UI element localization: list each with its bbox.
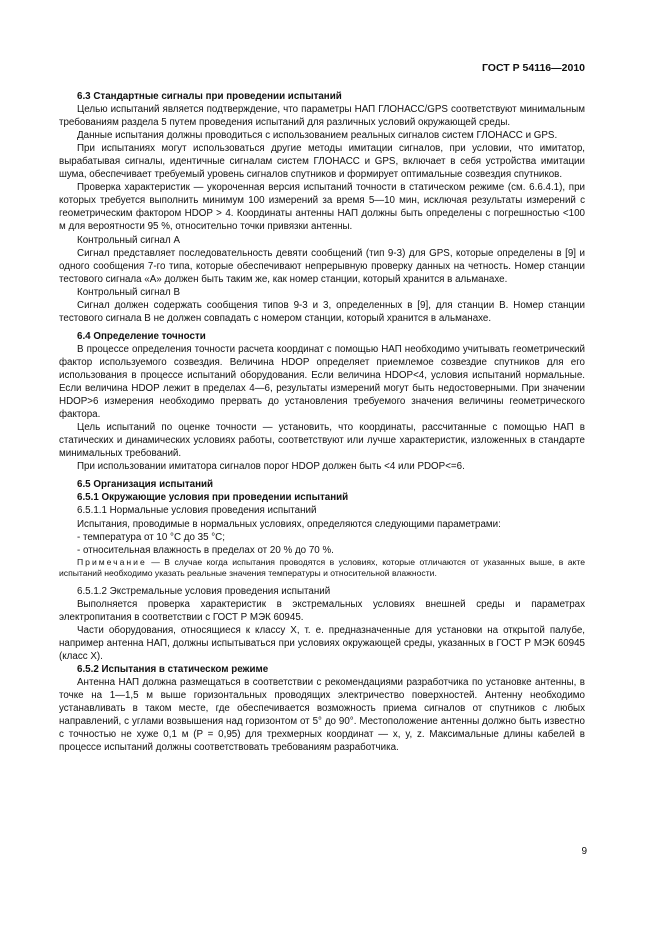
paragraph: Контрольный сигнал А	[77, 234, 180, 246]
section-heading: 6.5 Организация испытаний	[77, 479, 214, 491]
paragraph: 6.5.1.1 Нормальные условия проведения испытаний	[77, 505, 317, 517]
list-item: - температура от 10 °С до 35 °С;	[77, 531, 225, 543]
note-label: Примечание	[77, 556, 147, 567]
section-heading: 6.3 Стандартные сигналы при проведении испытаний	[77, 91, 342, 102]
note	[59, 557, 585, 580]
section-heading: 6.5.2 Испытания в статическом режиме	[77, 664, 269, 676]
paragraph: Сигнал должен содержать сообщения типов 9-3 и 3, определенных в [9], для станции В. Номер станции тестового сигнала В не должен совпадать с номером станции, который хранится в альманахе.	[59, 299, 585, 324]
section-heading: 6.5.1 Окружающие условия при проведении испытаний	[77, 492, 349, 504]
paragraph: Выполняется проверка характеристик в экстремальных условиях внешней среды и параметрах электропитания в соответствии с ГОСТ Р МЭК 60945.	[59, 598, 585, 623]
paragraph: Данные испытания должны проводиться с использованием реальных сигналов систем ГЛОНАСС и GPS.	[77, 130, 558, 142]
paragraph: В процессе определения точности расчета координат с помощью НАП необходимо учитывать геометрический фактор используемого созвездия. Величина HDOP определяет приемлемое созвездие спутников для его использования в процессе испытаний оборудования. Если величина HDOP<4, условия испытаний нормальные. Если величина HDOP лежит в пределах 4—6, результаты измерений могут быть недостоверными. При значении HDOP>6 измерения необходимо прервать до установления требуемого значения величины геометрического фактора.	[59, 343, 585, 421]
paragraph: При испытаниях могут использоваться другие методы имитации сигналов, при условии, что имитатор, вырабатывая сигналы, идентичные сигналам систем ГЛОНАСС и GPS, включает в себя устройства имитации шума, обеспечивает требуемый уровень сигналов спутников и формирует оптимальные созвездия спутников.	[59, 143, 585, 181]
paragraph: Антенна НАП должна размещаться в соответствии с рекомендациями разработчика по установке антенны, в точке на 1—1,5 м выше горизонтальных проводящих электричество поверхностей. Антенну необходимо устанавливать в таком месте, где обеспечивается возможность приема сигналов от спутников с любых направлений, с углами возвышения над горизонтом от 5° до 90°. Местоположение антенны должно быть известно с точностью не хуже 0,1 м (P = 0,95) для трехмерных координат — x, y, z. Максимальные длины кабелей в процессе испытаний должны соответствовать требованиям разработчика.	[59, 677, 585, 754]
section-heading: 6.4 Определение точности	[77, 330, 206, 342]
paragraph: 6.5.1.2 Экстремальные условия проведения испытаний	[77, 585, 331, 597]
list-item: - относительная влажность в пределах от 20 % до 70 %.	[77, 544, 334, 556]
note-text: — В случае когда испытания проводятся в условиях, которые отличаются от указанных выше, в акте испытаний необходимо указать реальные значения температуры и относительной влажности.	[59, 556, 585, 579]
standard-header: ГОСТ Р 54116—2010	[481, 62, 585, 74]
paragraph: Испытания, проводимые в нормальных условиях, определяются следующими параметрами:	[77, 518, 501, 530]
document-body	[59, 90, 585, 754]
paragraph: При использовании имитатора сигналов порог HDOP должен быть <4 или PDOP<=6.	[77, 461, 465, 473]
paragraph: Целью испытаний является подтверждение, что параметры НАП ГЛОНАСС/GPS соответствуют минимальным требованиям раздела 5 путем проведения испытаний для различных условий окружающей среды.	[59, 104, 585, 129]
paragraph: Цель испытаний по оценке точности — установить, что координаты, рассчитанные с помощью НАП в статических и динамических условиях работы, соответствуют или лучше характеристик, изложенных в стандарте минимальных требований.	[59, 422, 585, 460]
page-number: 9	[581, 846, 587, 857]
paragraph: Проверка характеристик — укороченная версия испытаний точности в статическом режиме (см. 6.6.4.1), при которых требуется выполнить минимум 100 измерений за время 5—10 мин, исключая результаты измерений с геометрическим фактором HDOP > 4. Координаты антенны НАП должны быть определены с погрешностью <100 м для вероятности 95 %, относительно точки привязки антенны.	[59, 182, 585, 233]
paragraph: Части оборудования, относящиеся к классу X, т. е. предназначенные для установки на открытой палубе, например антенна НАП, должны испытываться при условиях окружающей среды, указанных в ГОСТ Р МЭК 60945 (класс X).	[59, 624, 585, 663]
paragraph: Контрольный сигнал В	[77, 286, 180, 298]
paragraph: Сигнал представляет последовательность девяти сообщений (тип 9-3) для GPS, которые определены в [9] и одного сообщения 7-го типа, которые обеспечивают непрерывную проверку данных на четность. Номер станции тестового сигнала «А» должен быть таким же, как номер станции, который хранится в альманахе.	[59, 247, 585, 285]
